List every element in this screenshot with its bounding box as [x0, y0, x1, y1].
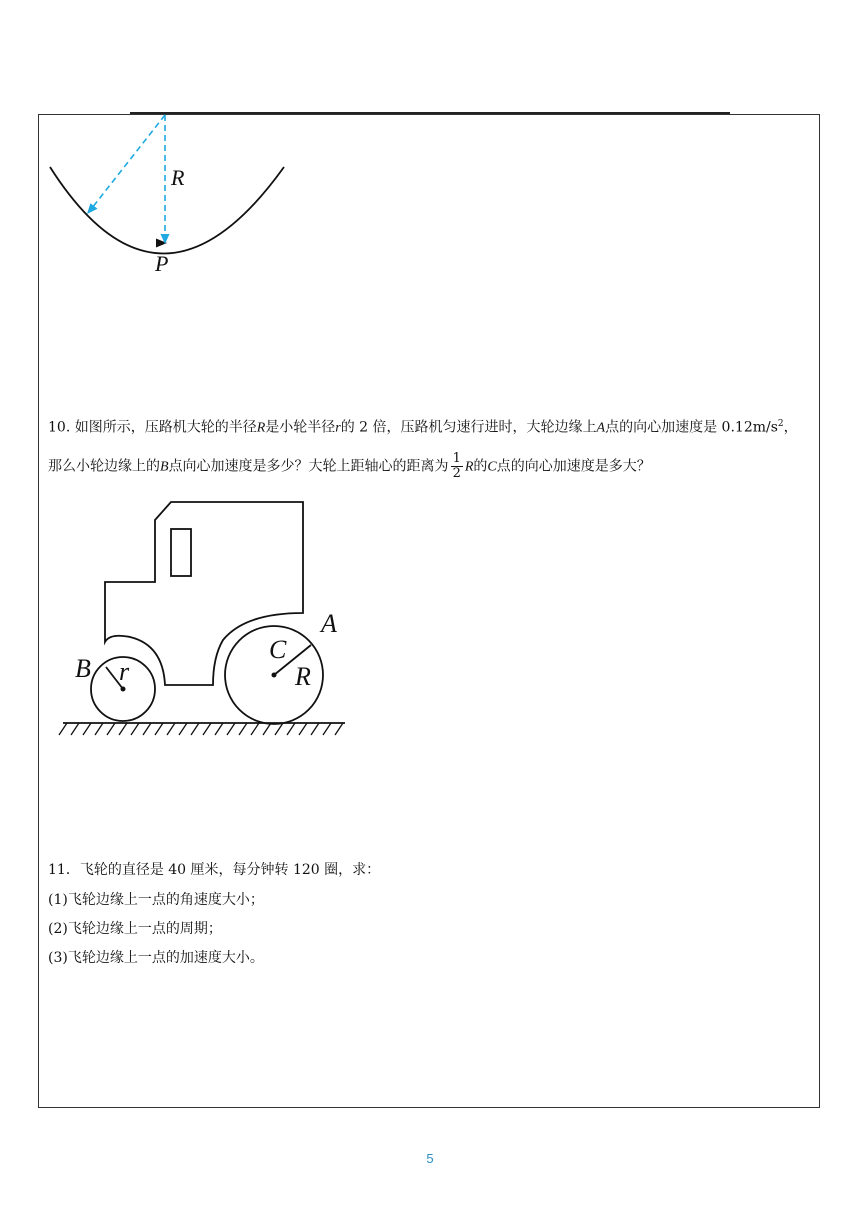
q10-text: ， — [783, 419, 798, 436]
q10-var-B: B — [160, 459, 169, 475]
q11-part3: (3)飞轮边缘上一点的加速度大小。 — [48, 950, 264, 966]
page-number: 5 — [426, 1151, 434, 1166]
q11-part1: (1)飞轮边缘上一点的角速度大小； — [48, 892, 264, 908]
figure-road-roller — [55, 495, 355, 745]
q10-var-r: r — [335, 420, 341, 436]
label-B: B — [75, 654, 91, 683]
q10-text: 的 — [473, 458, 488, 475]
q10-text: 点向心加速度是多少？大轮上距轴心的距离为 — [168, 458, 449, 475]
label-A: A — [321, 609, 337, 638]
q10-text: 10. 如图所示，压路机大轮的半径 — [48, 419, 257, 436]
figure-arc-radius — [40, 110, 300, 280]
q10-text: 点的向心加速度是多大？ — [496, 458, 651, 475]
ground-hatching — [59, 723, 343, 735]
q10-text: 那么小轮边缘上的 — [48, 458, 160, 475]
q11-part2: (2)飞轮边缘上一点的周期； — [48, 921, 222, 937]
radius-arrowhead-diag — [87, 203, 98, 214]
label-r: r — [119, 657, 130, 686]
roller-window — [171, 529, 191, 576]
q10-text: 的 2 倍，压路机匀速行进时，大轮边缘上 — [340, 419, 597, 436]
label-R: R — [171, 165, 185, 190]
q10-var-R: R — [464, 459, 474, 475]
q10-var-C: C — [487, 459, 497, 475]
q10-text: 点的向心加速度是 0.12m/s — [605, 419, 778, 436]
fraction-denominator: 2 — [452, 466, 461, 481]
q10-var-A: A — [596, 420, 606, 436]
fraction-one-half — [451, 452, 463, 481]
label-R: R — [295, 662, 311, 691]
fraction-numerator: 1 — [452, 451, 461, 466]
radius-dashed-diagonal — [92, 115, 165, 208]
q11-line1: 11．飞轮的直径是 40 厘米，每分钟转 120 圈，求： — [48, 862, 381, 878]
label-P: P — [155, 251, 169, 276]
arc-curve — [50, 167, 284, 254]
q10-superscript: 2 — [777, 419, 784, 429]
q10-text: 是小轮半径 — [265, 419, 336, 436]
q10-var-R: R — [256, 420, 266, 436]
q10-line1 — [48, 414, 798, 439]
q10-line2 — [48, 452, 651, 481]
label-C: C — [269, 635, 287, 664]
